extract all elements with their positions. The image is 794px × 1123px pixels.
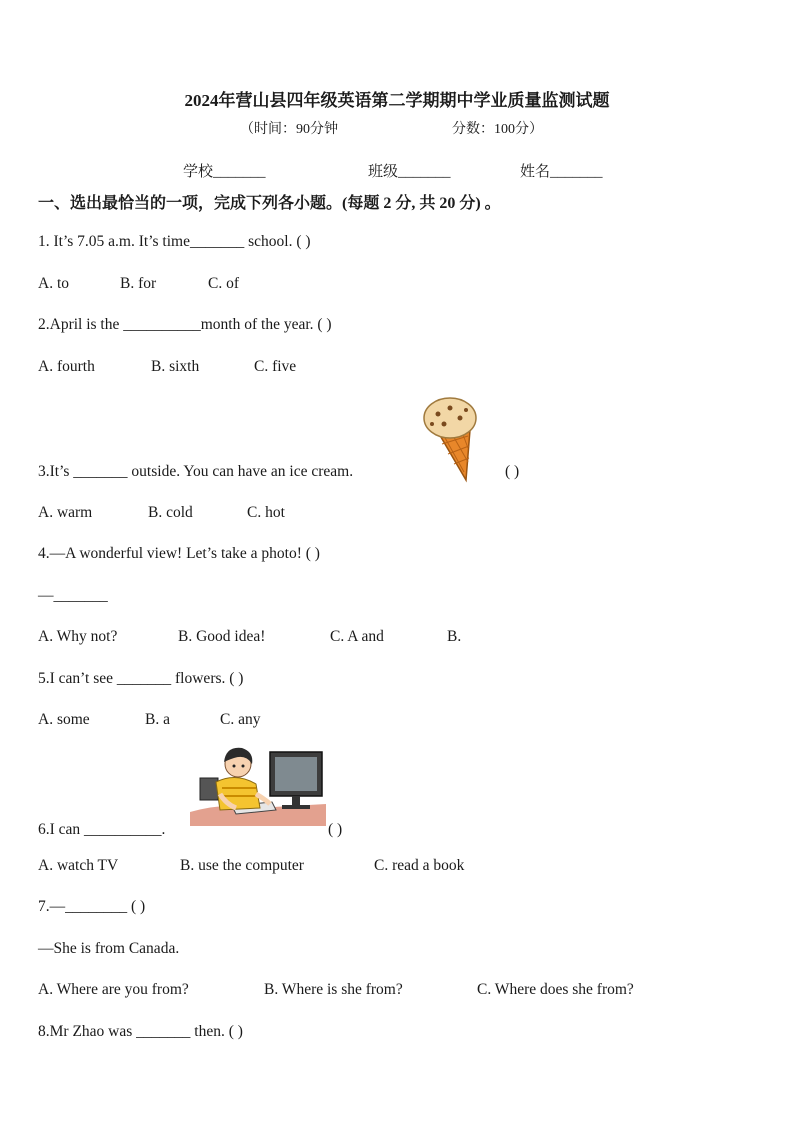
answer-line: —_______ bbox=[38, 587, 108, 604]
option[interactable]: B. use the computer bbox=[180, 857, 304, 874]
option[interactable]: C. Where does she from? bbox=[477, 981, 634, 998]
answer-paren: ( ) bbox=[505, 463, 520, 480]
ice-cream-icon bbox=[418, 392, 488, 484]
question-stem: 6.I can __________. bbox=[38, 821, 166, 838]
option[interactable]: C. any bbox=[220, 711, 261, 728]
answer-line: —She is from Canada. bbox=[38, 940, 180, 957]
option[interactable]: B. Where is she from? bbox=[264, 981, 403, 998]
option[interactable]: A. Why not? bbox=[38, 628, 118, 645]
option[interactable]: A. fourth bbox=[38, 358, 95, 375]
option[interactable]: C. five bbox=[254, 358, 297, 375]
exam-time: （时间：90分钟 bbox=[240, 122, 338, 137]
option[interactable]: A. watch TV bbox=[38, 857, 119, 874]
class-field: 班级_______ bbox=[368, 164, 451, 180]
option[interactable]: B. Good idea! bbox=[178, 628, 266, 645]
question-stem: 7.—________ ( ) bbox=[38, 898, 146, 915]
page-title: 2024年营山县四年级英语第二学期期中学业质量监测试题 bbox=[184, 91, 610, 110]
option[interactable]: B. bbox=[447, 628, 462, 645]
section-heading: 一、选出最恰当的一项，完成下列各小题。(每题 2 分, 共 20 分) 。 bbox=[38, 195, 501, 212]
question-stem: 5.I can’t see _______ flowers. ( ) bbox=[38, 670, 244, 687]
option[interactable]: B. a bbox=[145, 711, 170, 728]
option[interactable]: B. for bbox=[120, 275, 157, 292]
question-stem: 3.It’s _______ outside. You can have an ice cream. bbox=[38, 463, 354, 480]
option[interactable]: A. some bbox=[38, 711, 90, 728]
option[interactable]: A. Where are you from? bbox=[38, 981, 189, 998]
boy-using-computer-icon bbox=[186, 742, 332, 828]
option[interactable]: C. A and bbox=[330, 628, 384, 645]
answer-paren: ( ) bbox=[328, 821, 343, 838]
option[interactable]: C. read a book bbox=[374, 857, 465, 874]
question-stem: 2.April is the __________month of the year. ( ) bbox=[38, 316, 332, 333]
name-field: 姓名_______ bbox=[520, 164, 603, 180]
option[interactable]: B. sixth bbox=[151, 358, 200, 375]
school-field: 学校_______ bbox=[183, 164, 266, 180]
option[interactable]: A. warm bbox=[38, 504, 93, 521]
option[interactable]: C. hot bbox=[247, 504, 285, 521]
option[interactable]: B. cold bbox=[148, 504, 193, 521]
option[interactable]: A. to bbox=[38, 275, 69, 292]
question-stem: 1. It’s 7.05 a.m. It’s time_______ school. ( ) bbox=[38, 233, 311, 250]
question-stem: 8.Mr Zhao was _______ then. ( ) bbox=[38, 1023, 243, 1040]
exam-score: 分数：100分） bbox=[452, 122, 543, 137]
option[interactable]: C. of bbox=[208, 275, 239, 292]
question-stem: 4.—A wonderful view! Let’s take a photo! ( ) bbox=[38, 545, 320, 562]
